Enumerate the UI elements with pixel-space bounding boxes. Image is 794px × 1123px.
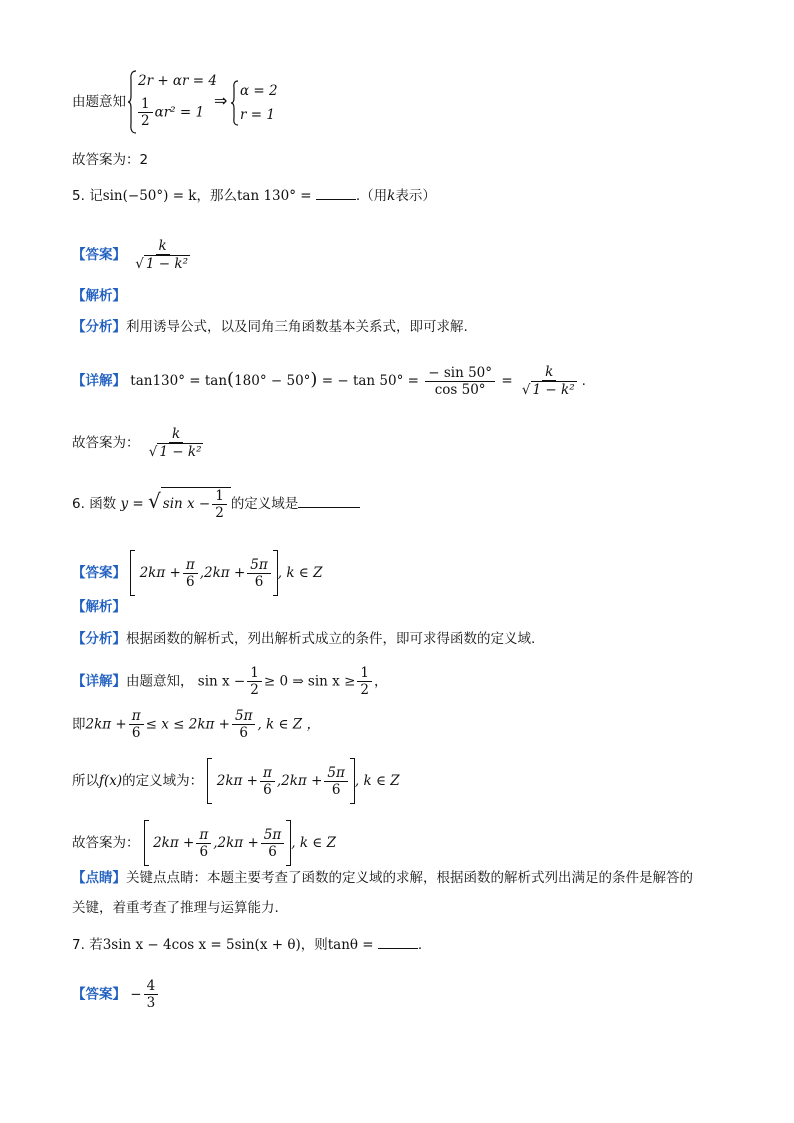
sin-cos-fraction: $\frac{- \sin 50^\circ}{\cos 50^\circ}$ (425, 365, 495, 398)
q5-final: 故答案为： $\frac{k}{\text{√ 1 − k²}}$ (72, 426, 202, 460)
q6-final: 故答案为： 2kπ + $\frac{\pi}{6}$ ,2kπ + $\frac{5\pi}{6}$ , k ∈ Z (72, 820, 336, 866)
q5-fenxi: 【分析】利用诱导公式，以及同角三角函数基本关系式，即可求解. (72, 319, 468, 335)
question-7-stem: 7. 若3sin x − 4cos x = 5sin(x + θ)，则tanθ = . (72, 937, 423, 953)
question-5-stem: 5. 记sin(−50°) = k，那么tan 130° = .（用k表示） (72, 188, 436, 204)
q6-dianjing-line2: 关键，着重考查了推理与运算能力. (72, 900, 279, 916)
q6-xiangjie-3: 所以f(x)的定义域为： 2kπ + $\frac{\pi}{6}$ ,2kπ + $\frac{5\pi}{6}$ , k ∈ Z (72, 758, 400, 804)
prev-intro: 由题意知 (72, 94, 126, 110)
q5-xiangjie: 【详解】 tan130° = tan(180° − 50°) = − tan 50° = $\frac{- \sin 50^\circ}{\cos 50^\circ}$ = $\frac{k}{\text{√ 1 − k²}}$ . (72, 364, 586, 398)
q6-xiangjie-1: 【详解】由题意知， sin x − $\frac{1}{2}$ ≥ 0 ⇒ sin x ≥ $\frac{1}{2}$ ， (72, 665, 388, 698)
system2-line2: r = 1 (240, 107, 275, 123)
answer-tag: 【答案】 (72, 247, 126, 263)
prev-answer-line: 故答案为：2 (72, 152, 149, 168)
implies-arrow: ⇒ (214, 91, 228, 110)
jiexi-tag: 【解析】 (72, 288, 126, 304)
fraction-one-half: $\frac{1}{2}$ (138, 96, 153, 129)
q7-answer: 【答案】 − $\frac{4}{3}$ (72, 978, 160, 1011)
system1-line1: 2r + αr = 4 (138, 73, 217, 89)
q6-answer: 【答案】 2kπ + $\frac{\pi}{6}$ ,2kπ + $\frac{5\pi}{6}$ , k ∈ Z (72, 550, 322, 596)
answer-fraction: $\frac{k}{\text{√ 1 − k²}}$ (135, 238, 188, 272)
system1-line2: $\frac{1}{2}$ αr² = 1 (136, 96, 204, 129)
q6-fenxi: 【分析】根据函数的解析式，列出解析式成立的条件，即可求得函数的定义域. (72, 631, 536, 647)
system2-line1: α = 2 (240, 83, 278, 99)
answer-blank (316, 199, 356, 200)
q6-dianjing-line1: 【点睛】关键点点睛：本题主要考查了函数的定义域的求解，根据函数的解析式列出满足的条件是解答的 (72, 870, 693, 886)
jiexi-tag: 【解析】 (72, 599, 126, 615)
answer-blank (378, 948, 418, 949)
q5-answer (72, 238, 195, 272)
q6-xiangjie-2: 即2kπ + $\frac{\pi}{6}$ ≤ x ≤ 2kπ + $\frac{5\pi}{6}$ , k ∈ Z ， (72, 708, 320, 741)
k-fraction: $\frac{k}{\text{√ 1 − k²}}$ (521, 364, 575, 398)
left-brace-icon (230, 80, 239, 126)
question-6-stem: 6. 函数 y = √ sin x − $\frac{1}{2}$ 的定义域是 (72, 487, 360, 521)
answer-blank (298, 507, 360, 508)
